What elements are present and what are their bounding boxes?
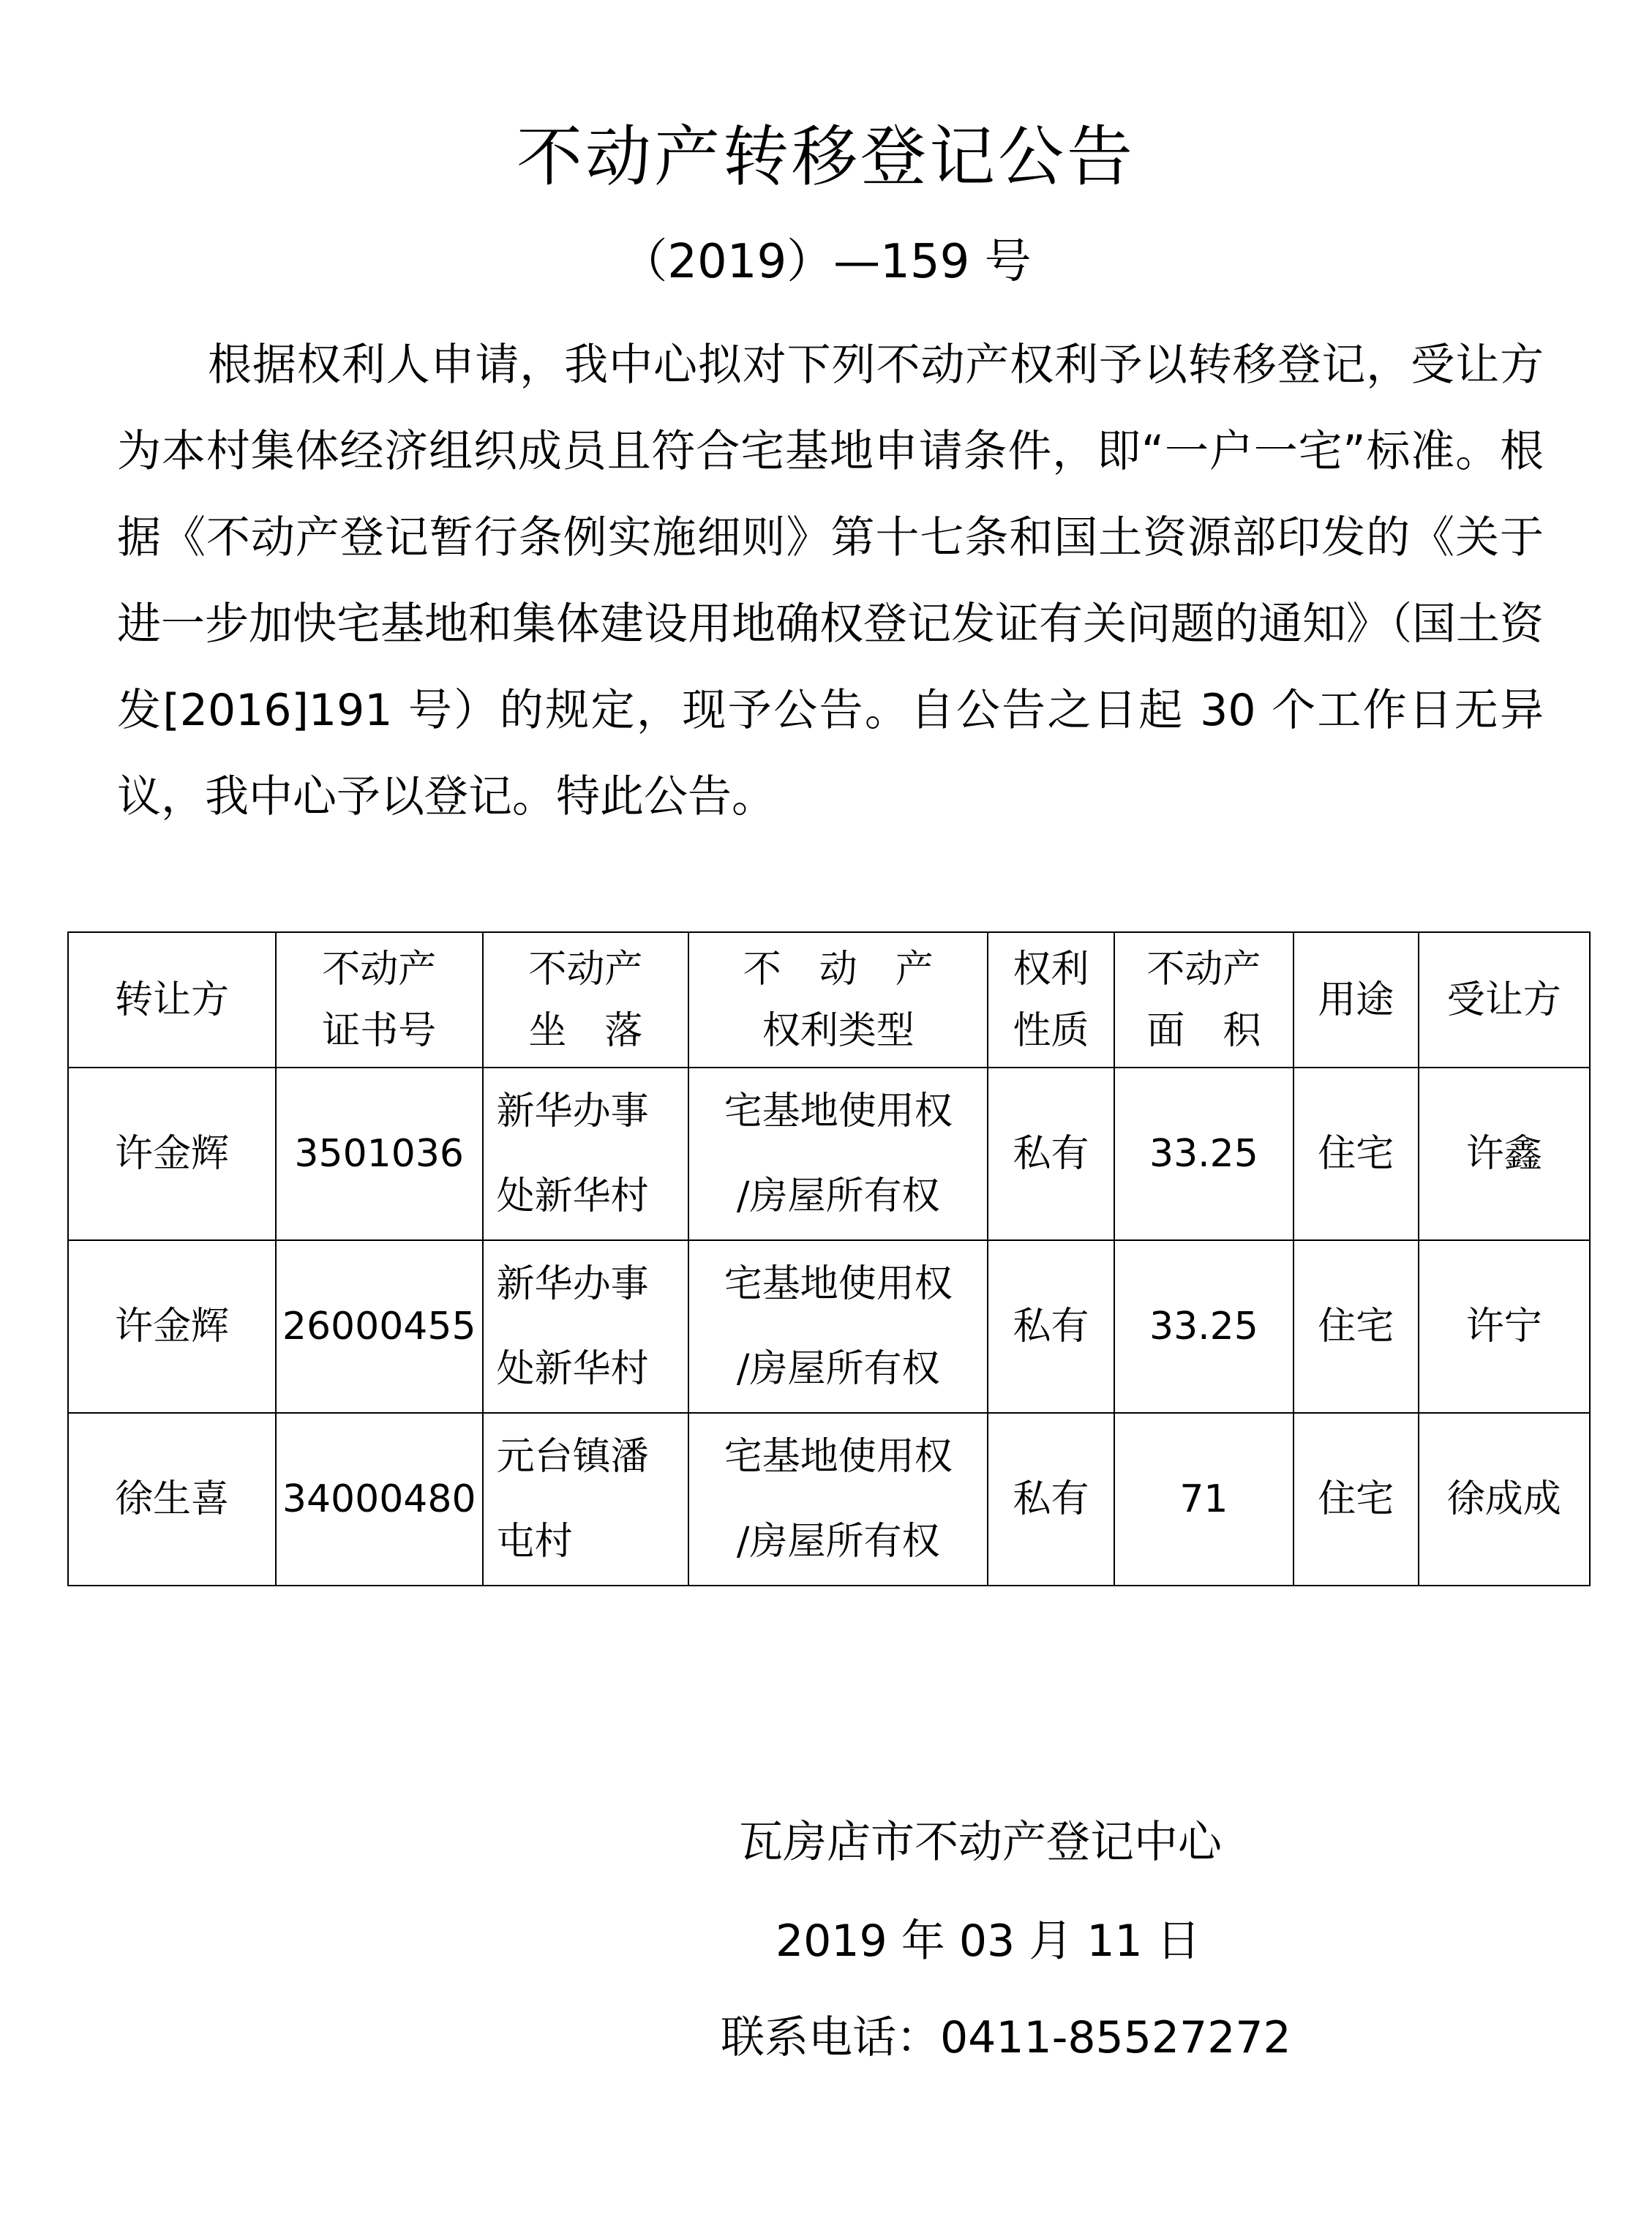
header-line: 性质: [1013, 1008, 1089, 1053]
cell-transferee: 徐成成: [1419, 1413, 1590, 1586]
cell-cert-no: 34000480: [276, 1413, 483, 1586]
header-nature: [988, 932, 1114, 1068]
cell-cert-no: 3501036: [276, 1068, 483, 1240]
header-transferee: [1419, 932, 1590, 1068]
property-table-container: [67, 931, 1591, 1586]
header-line: 不动产: [322, 947, 437, 991]
notice-number: （2019）—159 号: [620, 235, 1032, 289]
header-line: 坐 落: [528, 1008, 643, 1053]
header-transferor: [68, 932, 276, 1068]
cell-line: 屯村: [496, 1520, 573, 1564]
cell-line: 新华办事: [496, 1262, 649, 1306]
header-line: 用途: [1318, 978, 1394, 1022]
notice-body: 根据权利人申请，我中心拟对下列不动产权利予以转移登记，受让方为本村集体经济组织成员且符合宅基地申请条件，即“一户一宅”标准。根据《不动产登记暂行条例实施细则》第十七条和国土资源部印发的《关于进一步加快宅基地和集体建设用地确权登记发证有关问题的通知》（国土资发[2016]191 号）的规定，现予公告。自公告之日起 30 个工作日无异议，我中心予以登记。特此公告。: [117, 340, 1544, 822]
cell-line: 元台镇潘: [496, 1435, 649, 1479]
table-row: [68, 1413, 1590, 1586]
footer-organization: 瓦房店市不动产登记中心: [739, 1817, 1222, 1868]
cell-transferee: 许宁: [1419, 1240, 1590, 1413]
cell-transferor: 徐生喜: [68, 1413, 276, 1586]
table-row: [68, 1240, 1590, 1413]
cell-line: 宅基地使用权: [724, 1089, 953, 1133]
header-line: 权利类型: [762, 1008, 915, 1053]
cell-location: [483, 1240, 689, 1413]
table-header-row: [68, 932, 1590, 1068]
header-use: [1294, 932, 1419, 1068]
header-line: 证书号: [322, 1008, 437, 1053]
header-line: 不 动 产: [743, 947, 934, 991]
cell-line: /房屋所有权: [736, 1347, 940, 1391]
cell-area: 33.25: [1114, 1068, 1294, 1240]
cell-area: 71: [1114, 1413, 1294, 1586]
cell-use: 住宅: [1294, 1413, 1419, 1586]
cell-location: [483, 1413, 689, 1586]
cell-line: 处新华村: [496, 1347, 649, 1391]
cell-transferee: 许鑫: [1419, 1068, 1590, 1240]
cell-line: 宅基地使用权: [724, 1435, 953, 1479]
cell-area: 33.25: [1114, 1240, 1294, 1413]
header-cert-no: [276, 932, 483, 1068]
cell-location: [483, 1068, 689, 1240]
cell-line: /房屋所有权: [736, 1520, 940, 1564]
cell-nature: 私有: [988, 1413, 1114, 1586]
header-location: [483, 932, 689, 1068]
cell-right-type: [688, 1413, 988, 1586]
cell-nature: 私有: [988, 1068, 1114, 1240]
cell-use: 住宅: [1294, 1240, 1419, 1413]
table-row: [68, 1068, 1590, 1240]
cell-transferor: 许金辉: [68, 1240, 276, 1413]
page-title: 不动产转移登记公告: [517, 119, 1135, 195]
cell-line: 新华办事: [496, 1089, 649, 1133]
cell-right-type: [688, 1068, 988, 1240]
cell-line: 处新华村: [496, 1174, 649, 1218]
footer-date: 2019 年 03 月 11 日: [776, 1916, 1201, 1967]
cell-use: 住宅: [1294, 1068, 1419, 1240]
cell-right-type: [688, 1240, 988, 1413]
cell-line: /房屋所有权: [736, 1174, 940, 1218]
header-line: 受让方: [1446, 978, 1561, 1022]
cell-cert-no: 26000455: [276, 1240, 483, 1413]
property-table: [67, 931, 1591, 1586]
header-area: [1114, 932, 1294, 1068]
footer-phone: 联系电话：0411-85527272: [721, 2012, 1291, 2063]
cell-line: 宅基地使用权: [724, 1262, 953, 1306]
header-line: 权利: [1013, 947, 1089, 991]
header-right-type: [688, 932, 988, 1068]
header-line: 不动产: [528, 947, 643, 991]
cell-transferor: 许金辉: [68, 1068, 276, 1240]
header-line: 不动产: [1146, 947, 1261, 991]
header-line: 转让方: [114, 978, 229, 1022]
cell-nature: 私有: [988, 1240, 1114, 1413]
header-line: 面 积: [1146, 1008, 1261, 1053]
